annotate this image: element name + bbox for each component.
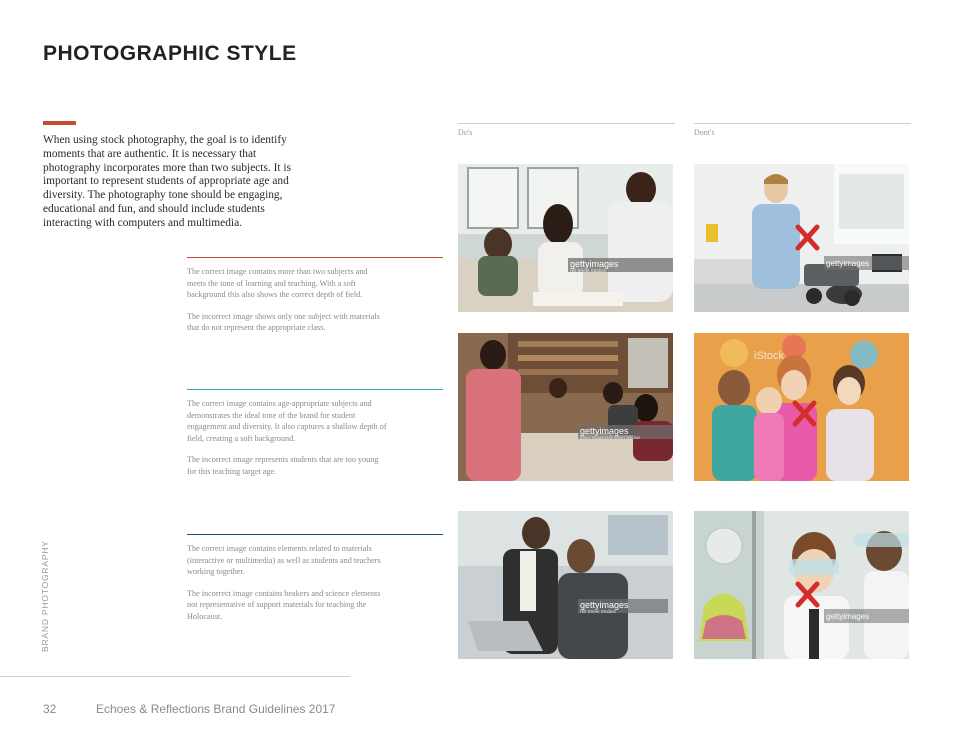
dont-photo-2 (694, 333, 909, 481)
note-3-correct: The correct image contains elements related to materials (interactive or multimedia) as well as students and teachers working together. (187, 544, 381, 577)
side-section-label: BRAND PHOTOGRAPHY (40, 540, 50, 652)
do-photo-2-watermark: gettyimages (580, 426, 629, 436)
intro-paragraph: When using stock photography, the goal is to identify moments that are authentic. It is necessary that photography incorporates more than two subjects. It is important to represent students of appropriate age and diversity. The photography tone should be engaging, educational and fun, and should include students interacting with computers and multimedia. (43, 134, 292, 229)
donts-label: Dont's (694, 128, 715, 137)
note-1-incorrect: The incorrect image shows only one subject with materials that do not represent the appropriate class. (187, 311, 380, 333)
do-photo-1-credit: Hill Street Studios (570, 268, 606, 273)
do-photo-3-credit: Hill Street Studios (580, 609, 616, 614)
page-number: 32 (43, 702, 57, 716)
note-2 (187, 389, 443, 488)
footer-rule (0, 676, 350, 677)
title-accent-bar (43, 121, 76, 125)
footer-title: Echoes & Reflections Brand Guidelines 2017 (96, 702, 336, 716)
do-photo-3 (458, 511, 673, 659)
note-3 (187, 534, 443, 633)
do-photo-1 (458, 164, 673, 312)
dont-photo-3-watermark: gettyimages (826, 612, 870, 621)
dont-photo-1-watermark: gettyimages (826, 259, 870, 268)
donts-column-header (694, 123, 911, 137)
note-2-correct: The correct image contains age-appropriate subjects and demonstrates the ideal tone of the brand for student engagement and diversity. It also captures a shallow depth of field, creating a soft background. (187, 399, 387, 443)
dont-photo-3 (694, 511, 909, 659)
dos-rule (458, 123, 675, 124)
do-photo-2-credit: Blend Images/Hill Street Studios (580, 435, 641, 440)
dos-column-header (458, 123, 675, 137)
note-3-rule (187, 534, 443, 535)
do-photo-3-watermark: gettyimages (580, 600, 629, 610)
note-2-incorrect: The incorrect image represents students that are too young for this teaching target age. (187, 455, 379, 476)
donts-rule (694, 123, 911, 124)
do-photo-2 (458, 333, 673, 481)
dos-label: Do's (458, 128, 473, 137)
page-title: PHOTOGRAPHIC STYLE (43, 42, 297, 65)
dont-photo-2-watermark: iStock (754, 350, 784, 362)
do-photo-1-watermark: gettyimages (570, 259, 619, 269)
note-1 (187, 257, 443, 344)
note-1-correct: The correct image contains more than two subjects and meets the tone of learning and teaching. With a soft background this also shows the correct depth of field. (187, 267, 368, 300)
note-1-rule (187, 257, 443, 258)
note-2-rule (187, 389, 443, 390)
dont-photo-1 (694, 164, 909, 312)
note-3-incorrect: The incorrect image contains beakers and science elements not representative of support materials for teaching the Holocaust. (187, 588, 381, 621)
